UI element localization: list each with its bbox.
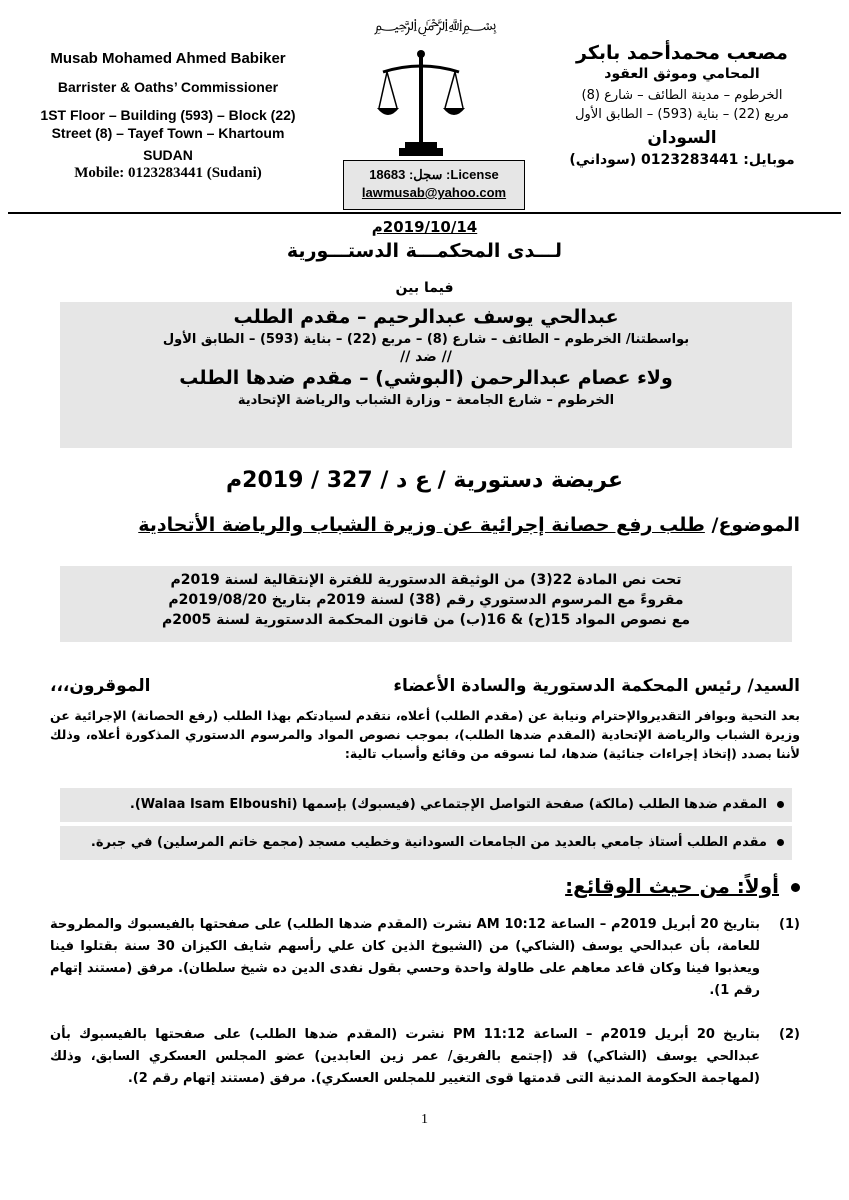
legal-basis-block <box>60 566 792 642</box>
fact-text: بتاريخ 20 أبريل 2019م – الساعة 10:12 AM نشرت (المقدم ضدها الطلب) على صفحتها بالفيسبوك والمطروحة للعامة، بأن عبدالحي يوسف (الشاكي) من (الشيوخ الذين كان علي رأسهم شايف الكيزان 30 سنة بقتلوا فينا ويعذبوا فينا وكان قاعد معاهم على طاولة واحدة وحسي بقول نفدى الدين ده شيخ سلطان). مرفق (مستند إتهام رقم 1). <box>50 917 760 998</box>
parties-block <box>60 302 792 448</box>
salutation <box>50 676 800 696</box>
salutation-closing: الموقرون،،، <box>50 676 151 696</box>
subject-line <box>50 514 800 536</box>
section-facts-title: أولاً: من حيث الوقائع: <box>565 874 779 898</box>
fact-item <box>50 914 800 1002</box>
intro-paragraph: بعد التحية وبوافر التقديروالإحترام ونيابة عن (مقدم الطلب) أعلاه، نتقدم لسيادتكم بهذا الطلب (رفع الحصانة) الإجرائية عن وزيرة الشباب والرياضة الإتحادية (المقدم ضدها الطلب)، بموجب نصوص المواد والمرسوم الدستوري المذكورة أعلاه، وذلك لأننا بصدد (إتخاذ إجراءات جنائية) ضدها، لما نسوقه من وقائع وأسباب تالية: <box>50 708 800 761</box>
legal-basis-line: مقروءً مع المرسوم الدستوري رقم (38) لسنة 2019م بتاريخ 2019/08/20م <box>168 592 684 608</box>
lawyer-title-ar: المحامي وموثق العقود <box>604 66 760 82</box>
scales-of-justice-icon <box>377 46 465 158</box>
country-en: SUDAN <box>143 147 193 163</box>
mobile-en: Mobile: 0123283441 (Sudani) <box>74 165 262 181</box>
fact-item <box>50 1024 800 1090</box>
bullet-text: مقدم الطلب أستاذ جامعي بالعديد من الجامعات السودانية وخطيب مسجد (مجمع خاتم المرسلين) في جبرة. <box>90 835 767 850</box>
license-number: سجل: 18683 :License <box>369 167 499 182</box>
subject-text: طلب رفع حصانة إجرائية عن وزيرة الشباب والرياضة الأتحادية <box>138 514 705 536</box>
respondent-name: ولاء عصام عبدالرحمن (البوشي) – مقدم ضدها الطلب <box>179 367 673 389</box>
header-divider <box>8 212 841 214</box>
header-arabic <box>522 42 842 168</box>
subject-label: الموضوع/ <box>711 514 800 536</box>
address-line1-ar: الخرطوم – مدينة الطائف – شارع (8) <box>581 88 783 103</box>
bullet-icon <box>777 801 784 808</box>
fact-text: بتاريخ 20 أبريل 2019م – الساعة 11:12 PM نشرت (المقدم ضدها الطلب) على صفحتها بالفيسبوك بأن عبدالحي يوسف (الشاكي) قد (إجتمع بالفريق/ عمر زين العابدين) عضو المجلس العسكري السابق، وذلك (لمهاجمة الحكومة المدنية التى قدمتها قوى التغيير للمجلس العسكري). مرفق (مستند إتهام رقم 2). <box>50 1027 760 1086</box>
header-english <box>8 50 328 182</box>
license-box <box>343 160 525 210</box>
bullet-text: المقدم ضدها الطلب (مالكة) صفحة التواصل الإجتماعي (فيسبوك) بإسمها (Walaa Isam Elboushi). <box>129 797 767 812</box>
fact-number: (2) <box>779 1027 800 1042</box>
email-address: lawmusab@yahoo.com <box>361 185 507 200</box>
basmala-emblem: ﷽ <box>374 15 497 34</box>
bullet-item <box>60 826 792 860</box>
lawyer-name-ar: مصعب محمدأحمد بابكر <box>576 42 788 64</box>
lawyer-name-en: Musab Mohamed Ahmed Babiker <box>50 50 286 67</box>
address-line2-en: Street (8) – Tayef Town – Khartoum <box>51 125 285 141</box>
address-line1-en: 1ST Floor – Building (593) – Block (22) <box>40 107 296 123</box>
legal-basis-line: تحت نص المادة 22(3) من الوثيقة الدستورية للفترة الإنتقالية لسنة 2019م <box>170 572 682 588</box>
page-number: 1 <box>421 1112 428 1127</box>
mobile-ar: موبايل: 0123283441 (سوداني) <box>569 152 795 168</box>
country-ar: السودان <box>647 128 717 148</box>
fact-number: (1) <box>779 917 800 932</box>
bullet-item <box>60 788 792 822</box>
address-line2-ar: مربع (22) – بناية (593) – الطابق الأول <box>575 107 789 122</box>
lawyer-title-en: Barrister & Oaths’ Commissioner <box>57 79 279 95</box>
versus-label: // ضد // <box>400 349 452 365</box>
applicant-address: بواسطتنا/ الخرطوم – الطائف – شارع (8) – مربع (22) – بناية (593) – الطابق الأول <box>162 332 690 347</box>
applicant-name: عبدالحي يوسف عبدالرحيم – مقدم الطلب <box>233 306 619 328</box>
respondent-address: الخرطوم – شارع الجامعة – وزارة الشباب والرياضة الإتحادية <box>237 393 615 408</box>
section-bullet-icon <box>791 883 800 892</box>
document-date: 2019/10/14م <box>371 218 478 236</box>
between-label: فيما بين <box>395 280 454 296</box>
court-heading: لـــدى المحكمـــة الدستـــورية <box>286 240 563 262</box>
legal-basis-line: مع نصوص المواد 15(ح) & 16(ب) من قانون المحكمة الدستورية لسنة 2005م <box>161 612 690 628</box>
petition-number: عريضة دستورية / ع د / 327 / 2019م <box>226 468 623 493</box>
section-facts-heading <box>300 874 800 898</box>
bullet-icon <box>777 839 784 846</box>
salutation-addressee: السيد/ رئيس المحكمة الدستورية والسادة الأعضاء <box>393 676 800 696</box>
